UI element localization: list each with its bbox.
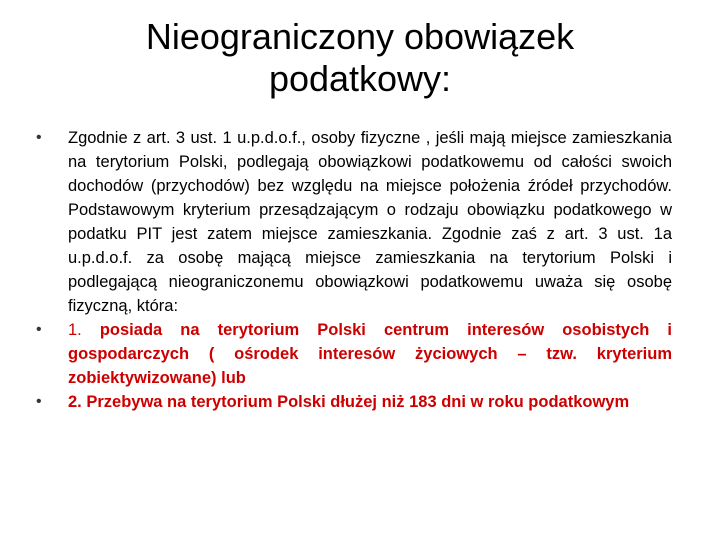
bullet-list bbox=[36, 126, 672, 414]
bullet-text: 2. Przebywa na terytorium Polski dłużej niż 183 dni w roku podatkowym bbox=[68, 393, 630, 411]
bullet-item-1 bbox=[36, 126, 672, 318]
bullet-marker: • bbox=[36, 321, 42, 338]
bullet-item-2 bbox=[36, 318, 672, 390]
bullet-item-3 bbox=[36, 390, 672, 414]
bullet-marker: • bbox=[36, 393, 42, 410]
bullet-marker: • bbox=[36, 129, 42, 146]
bullet-text: posiada na terytorium Polski centrum interesów osobistych i gospodarczych ( ośrodek interesów życiowych – tzw. kryterium zobiektywizowane) lub bbox=[68, 321, 672, 387]
bullet-number: 1. bbox=[68, 321, 82, 339]
bullet-text: Zgodnie z art. 3 ust. 1 u.p.d.o.f., osoby fizyczne , jeśli mają miejsce zamieszkania na terytorium Polski, podlegają obowiązkowi podatkowemu od całości swoich dochodów (przychodów) bez względu na miejsce położenia źródeł przychodów. Podstawowym kryterium przesądzającym o rodzaju obowiązku podatkowego w podatku PIT jest zatem miejsce zamieszkania. Zgodnie zaś z art. 3 ust. 1a u.p.d.o.f. za osobę mającą miejsce zamieszkania na terytorium Polski i podlegającą nieograniczonemu obowiązkowi podatkowemu uważa się osobę fizyczną, która: bbox=[68, 129, 672, 315]
slide-title: Nieograniczony obowiązek podatkowy: bbox=[145, 16, 575, 99]
